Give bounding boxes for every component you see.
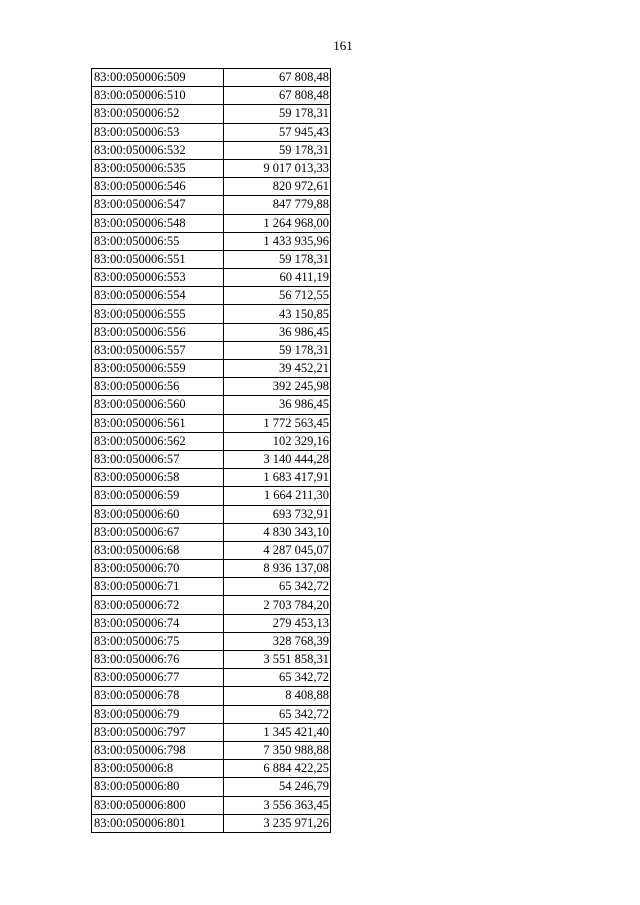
table-row (92, 505, 331, 523)
value-cell: 67 808,48 (224, 87, 331, 105)
cadastral-number-cell: 83:00:050006:546 (92, 178, 224, 196)
value-cell: 693 732,91 (224, 505, 331, 523)
cadastral-number-cell: 83:00:050006:548 (92, 214, 224, 232)
table-row (92, 450, 331, 468)
value-cell: 59 178,31 (224, 105, 331, 123)
table-row (92, 341, 331, 359)
table-row (92, 523, 331, 541)
value-cell: 43 150,85 (224, 305, 331, 323)
cadastral-number-cell: 83:00:050006:68 (92, 541, 224, 559)
table-row (92, 250, 331, 268)
table-row (92, 396, 331, 414)
table-row (92, 87, 331, 105)
cadastral-number-cell: 83:00:050006:797 (92, 723, 224, 741)
table-row (92, 651, 331, 669)
cadastral-number-cell: 83:00:050006:72 (92, 596, 224, 614)
cadastral-number-cell: 83:00:050006:56 (92, 378, 224, 396)
value-cell: 59 178,31 (224, 141, 331, 159)
cadastral-number-cell: 83:00:050006:70 (92, 560, 224, 578)
value-cell: 4 287 045,07 (224, 541, 331, 559)
value-cell: 1 664 211,30 (224, 487, 331, 505)
table-row (92, 178, 331, 196)
value-cell: 847 779,88 (224, 196, 331, 214)
cadastral-number-cell: 83:00:050006:77 (92, 669, 224, 687)
table-row (92, 796, 331, 814)
value-cell: 36 986,45 (224, 396, 331, 414)
cadastral-number-cell: 83:00:050006:551 (92, 250, 224, 268)
cadastral-number-cell: 83:00:050006:556 (92, 323, 224, 341)
table-row (92, 469, 331, 487)
cadastral-number-cell: 83:00:050006:561 (92, 414, 224, 432)
table-row (92, 541, 331, 559)
cadastral-value-table (91, 68, 331, 833)
table-row (92, 69, 331, 87)
value-cell: 6 884 422,25 (224, 760, 331, 778)
cadastral-number-cell: 83:00:050006:78 (92, 687, 224, 705)
cadastral-number-cell: 83:00:050006:800 (92, 796, 224, 814)
cadastral-number-cell: 83:00:050006:76 (92, 651, 224, 669)
table-row (92, 723, 331, 741)
cadastral-number-cell: 83:00:050006:560 (92, 396, 224, 414)
value-cell: 59 178,31 (224, 250, 331, 268)
cadastral-number-cell: 83:00:050006:554 (92, 287, 224, 305)
table-row (92, 814, 331, 832)
cadastral-number-cell: 83:00:050006:67 (92, 523, 224, 541)
table-row (92, 378, 331, 396)
table-row (92, 305, 331, 323)
cadastral-number-cell: 83:00:050006:57 (92, 450, 224, 468)
table-row (92, 432, 331, 450)
cadastral-number-cell: 83:00:050006:562 (92, 432, 224, 450)
table-row (92, 232, 331, 250)
value-cell: 3 140 444,28 (224, 450, 331, 468)
table-row (92, 105, 331, 123)
value-cell: 2 703 784,20 (224, 596, 331, 614)
value-cell: 54 246,79 (224, 778, 331, 796)
cadastral-number-cell: 83:00:050006:798 (92, 741, 224, 759)
cadastral-number-cell: 83:00:050006:75 (92, 632, 224, 650)
table-row (92, 196, 331, 214)
cadastral-number-cell: 83:00:050006:8 (92, 760, 224, 778)
cadastral-number-cell: 83:00:050006:60 (92, 505, 224, 523)
cadastral-number-cell: 83:00:050006:79 (92, 705, 224, 723)
value-cell: 392 245,98 (224, 378, 331, 396)
value-cell: 36 986,45 (224, 323, 331, 341)
table-row (92, 269, 331, 287)
cadastral-number-cell: 83:00:050006:80 (92, 778, 224, 796)
cadastral-number-cell: 83:00:050006:509 (92, 69, 224, 87)
cadastral-number-cell: 83:00:050006:557 (92, 341, 224, 359)
cadastral-number-cell: 83:00:050006:535 (92, 159, 224, 177)
cadastral-number-cell: 83:00:050006:559 (92, 360, 224, 378)
value-cell: 65 342,72 (224, 705, 331, 723)
table-row (92, 578, 331, 596)
value-cell: 279 453,13 (224, 614, 331, 632)
value-cell: 39 452,21 (224, 360, 331, 378)
table-row (92, 323, 331, 341)
value-cell: 1 433 935,96 (224, 232, 331, 250)
cadastral-number-cell: 83:00:050006:59 (92, 487, 224, 505)
table-row (92, 778, 331, 796)
table-row (92, 760, 331, 778)
value-cell: 59 178,31 (224, 341, 331, 359)
cadastral-number-cell: 83:00:050006:58 (92, 469, 224, 487)
value-cell: 1 345 421,40 (224, 723, 331, 741)
value-cell: 8 936 137,08 (224, 560, 331, 578)
value-cell: 57 945,43 (224, 123, 331, 141)
value-cell: 8 408,88 (224, 687, 331, 705)
table-row (92, 414, 331, 432)
table-row (92, 596, 331, 614)
table-row (92, 287, 331, 305)
table-row (92, 687, 331, 705)
value-cell: 328 768,39 (224, 632, 331, 650)
value-cell: 1 772 563,45 (224, 414, 331, 432)
cadastral-number-cell: 83:00:050006:71 (92, 578, 224, 596)
table-row (92, 487, 331, 505)
table-row (92, 632, 331, 650)
table-body (92, 69, 331, 833)
cadastral-number-cell: 83:00:050006:532 (92, 141, 224, 159)
cadastral-number-cell: 83:00:050006:801 (92, 814, 224, 832)
cadastral-number-cell: 83:00:050006:53 (92, 123, 224, 141)
table-row (92, 159, 331, 177)
cadastral-number-cell: 83:00:050006:510 (92, 87, 224, 105)
value-cell: 3 556 363,45 (224, 796, 331, 814)
table-row (92, 669, 331, 687)
cadastral-number-cell: 83:00:050006:74 (92, 614, 224, 632)
value-cell: 4 830 343,10 (224, 523, 331, 541)
cadastral-number-cell: 83:00:050006:553 (92, 269, 224, 287)
table-row (92, 705, 331, 723)
value-cell: 60 411,19 (224, 269, 331, 287)
cadastral-number-cell: 83:00:050006:555 (92, 305, 224, 323)
value-cell: 1 683 417,91 (224, 469, 331, 487)
cadastral-number-cell: 83:00:050006:547 (92, 196, 224, 214)
table-row (92, 123, 331, 141)
value-cell: 1 264 968,00 (224, 214, 331, 232)
table-row (92, 141, 331, 159)
page-number: 161 (333, 38, 353, 53)
value-cell: 56 712,55 (224, 287, 331, 305)
table-row (92, 360, 331, 378)
value-cell: 65 342,72 (224, 669, 331, 687)
value-cell: 102 329,16 (224, 432, 331, 450)
table-row (92, 214, 331, 232)
table-row (92, 741, 331, 759)
value-cell: 67 808,48 (224, 69, 331, 87)
cadastral-number-cell: 83:00:050006:55 (92, 232, 224, 250)
table-row (92, 614, 331, 632)
table-row (92, 560, 331, 578)
value-cell: 9 017 013,33 (224, 159, 331, 177)
value-cell: 3 235 971,26 (224, 814, 331, 832)
value-cell: 7 350 988,88 (224, 741, 331, 759)
value-cell: 65 342,72 (224, 578, 331, 596)
cadastral-number-cell: 83:00:050006:52 (92, 105, 224, 123)
value-cell: 3 551 858,31 (224, 651, 331, 669)
value-cell: 820 972,61 (224, 178, 331, 196)
